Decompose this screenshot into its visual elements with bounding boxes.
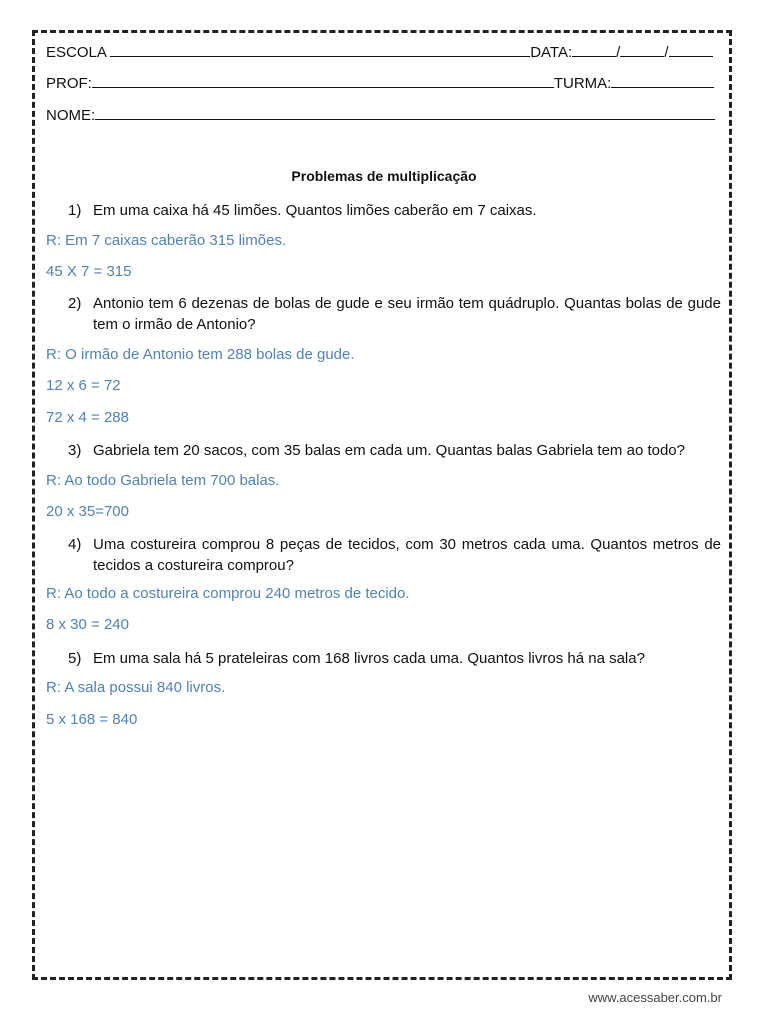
date-day-blank[interactable] xyxy=(572,44,616,57)
question-text: Em uma caixa há 45 limões. Quantos limões caberão em 7 caixas. xyxy=(93,202,537,219)
calculation-1-1: 45 X 7 = 315 xyxy=(46,263,132,280)
date-slash-1: / xyxy=(616,44,621,61)
question-number: 3) xyxy=(68,442,82,459)
website-footer[interactable]: www.acessaber.com.br xyxy=(588,990,722,1005)
question-number: 4) xyxy=(68,536,82,553)
question-1 xyxy=(68,200,721,221)
question-text: Antonio tem 6 dezenas de bolas de gude e seu irmão tem quádruplo. Quantas bolas de gude tem o irmão de Antonio? xyxy=(93,295,721,333)
question-number: 5) xyxy=(68,650,82,667)
question-number: 1) xyxy=(68,202,82,219)
calculation-2-1: 12 x 6 = 72 xyxy=(46,377,121,394)
name-line xyxy=(46,107,715,124)
date-year-blank[interactable] xyxy=(669,44,713,57)
teacher-label: PROF: xyxy=(46,75,92,92)
question-2 xyxy=(68,293,721,335)
class-label: TURMA: xyxy=(553,75,612,92)
question-text: Gabriela tem 20 sacos, com 35 balas em cada um. Quantas balas Gabriela tem ao todo? xyxy=(93,442,685,459)
question-number: 2) xyxy=(68,295,82,312)
question-3 xyxy=(68,440,721,461)
calculation-3-1: 20 x 35=700 xyxy=(46,503,129,520)
class-blank[interactable] xyxy=(611,75,714,88)
calculation-4-1: 8 x 30 = 240 xyxy=(46,616,129,633)
answer-3: R: Ao todo Gabriela tem 700 balas. xyxy=(46,472,280,489)
name-label: NOME: xyxy=(46,107,96,124)
teacher-line xyxy=(46,75,714,92)
name-blank[interactable] xyxy=(95,107,715,120)
calculation-5-1: 5 x 168 = 840 xyxy=(46,711,138,728)
school-line xyxy=(46,44,713,61)
question-5 xyxy=(68,648,721,669)
answer-5: R: A sala possui 840 livros. xyxy=(46,679,226,696)
calculation-2-2: 72 x 4 = 288 xyxy=(46,409,129,426)
date-slash-2: / xyxy=(664,44,669,61)
school-blank[interactable] xyxy=(110,44,530,57)
worksheet-title: Problemas de multiplicação xyxy=(291,168,477,184)
question-text: Em uma sala há 5 prateleiras com 168 livros cada uma. Quantos livros há na sala? xyxy=(93,650,645,667)
question-4 xyxy=(68,534,721,576)
school-label: ESCOLA xyxy=(46,44,107,61)
answer-2: R: O irmão de Antonio tem 288 bolas de gude. xyxy=(46,346,355,363)
teacher-blank[interactable] xyxy=(92,75,554,88)
answer-4: R: Ao todo a costureira comprou 240 metros de tecido. xyxy=(46,585,410,602)
question-text: Uma costureira comprou 8 peças de tecidos, com 30 metros cada uma. Quantos metros de tecidos a costureira comprou? xyxy=(93,536,721,574)
date-month-blank[interactable] xyxy=(620,44,664,57)
date-label: DATA: xyxy=(530,44,573,61)
answer-1: R: Em 7 caixas caberão 315 limões. xyxy=(46,232,287,249)
